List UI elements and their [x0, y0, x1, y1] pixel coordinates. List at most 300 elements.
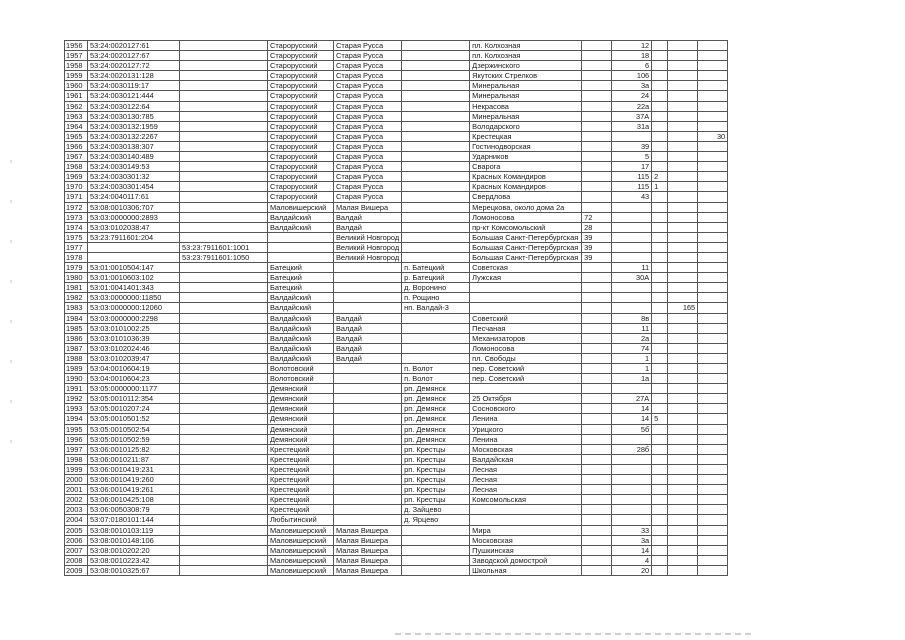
- street-cell: Ломоносова: [470, 212, 582, 222]
- house-number-cell: 14: [612, 545, 652, 555]
- house-number-left-cell: [582, 525, 612, 535]
- city-cell: Старая Русса: [334, 91, 402, 101]
- house-number-left-cell: [582, 263, 612, 273]
- row-number-cell: 1990: [65, 374, 88, 384]
- street-cell: Красных Командиров: [470, 172, 582, 182]
- district-cell: Маловишерский: [268, 202, 334, 212]
- apartment-cell: [668, 202, 698, 212]
- house-number-cell: 1: [612, 353, 652, 363]
- street-cell: Мира: [470, 525, 582, 535]
- building-cell: [652, 384, 668, 394]
- row-number-cell: 1972: [65, 202, 88, 212]
- house-number-left-cell: [582, 374, 612, 384]
- apartment-cell: [668, 555, 698, 565]
- settlement-cell: [402, 162, 470, 172]
- settlement-cell: [402, 152, 470, 162]
- table-row: [65, 162, 728, 172]
- district-cell: Валдайский: [268, 303, 334, 313]
- city-cell: Старая Русса: [334, 121, 402, 131]
- house-number-cell: 115: [612, 182, 652, 192]
- building-cell: [652, 555, 668, 565]
- house-number-cell: 1: [612, 364, 652, 374]
- settlement-cell: [402, 192, 470, 202]
- settlement-cell: [402, 121, 470, 131]
- linked-cadastral-number-cell: [180, 454, 268, 464]
- row-number-cell: 2006: [65, 535, 88, 545]
- apartment-cell: [668, 61, 698, 71]
- house-number-cell: [612, 242, 652, 252]
- building-cell: [652, 141, 668, 151]
- room-cell: [698, 464, 728, 474]
- linked-cadastral-number-cell: [180, 182, 268, 192]
- settlement-cell: [402, 141, 470, 151]
- house-number-cell: 2а: [612, 333, 652, 343]
- linked-cadastral-number-cell: [180, 162, 268, 172]
- building-cell: [652, 323, 668, 333]
- house-number-cell: [612, 384, 652, 394]
- street-cell: [470, 283, 582, 293]
- apartment-cell: [668, 162, 698, 172]
- house-number-cell: 27А: [612, 394, 652, 404]
- city-cell: Валдай: [334, 343, 402, 353]
- apartment-cell: [668, 252, 698, 262]
- row-number-cell: 1970: [65, 182, 88, 192]
- street-cell: Минеральная: [470, 91, 582, 101]
- apartment-cell: [668, 454, 698, 464]
- city-cell: [334, 394, 402, 404]
- linked-cadastral-number-cell: [180, 202, 268, 212]
- house-number-left-cell: [582, 273, 612, 283]
- city-cell: Старая Русса: [334, 61, 402, 71]
- apartment-cell: [668, 364, 698, 374]
- apartment-cell: 165: [668, 303, 698, 313]
- street-cell: Московская: [470, 535, 582, 545]
- building-cell: [652, 212, 668, 222]
- house-number-cell: 33: [612, 525, 652, 535]
- linked-cadastral-number-cell: [180, 364, 268, 374]
- city-cell: Старая Русса: [334, 152, 402, 162]
- building-cell: [652, 232, 668, 242]
- apartment-cell: [668, 323, 698, 333]
- district-cell: Маловишерский: [268, 535, 334, 545]
- building-cell: [652, 444, 668, 454]
- linked-cadastral-number-cell: [180, 303, 268, 313]
- city-cell: Старая Русса: [334, 101, 402, 111]
- linked-cadastral-number-cell: [180, 323, 268, 333]
- apartment-cell: [668, 101, 698, 111]
- linked-cadastral-number-cell: [180, 81, 268, 91]
- district-cell: Старорусский: [268, 61, 334, 71]
- house-number-left-cell: [582, 535, 612, 545]
- table-row: [65, 121, 728, 131]
- table-row: [65, 535, 728, 545]
- room-cell: [698, 505, 728, 515]
- apartment-cell: [668, 394, 698, 404]
- apartment-cell: [668, 283, 698, 293]
- linked-cadastral-number-cell: 53:23:7911601:1001: [180, 242, 268, 252]
- room-cell: [698, 545, 728, 555]
- table-row: [65, 464, 728, 474]
- apartment-cell: [668, 374, 698, 384]
- cadastral-number-cell: 53:01:0010603:102: [88, 273, 180, 283]
- linked-cadastral-number-cell: [180, 444, 268, 454]
- linked-cadastral-number-cell: [180, 505, 268, 515]
- house-number-cell: 4: [612, 555, 652, 565]
- cadastral-number-cell: 53:08:0010306:707: [88, 202, 180, 212]
- settlement-cell: р. Батецкий: [402, 273, 470, 283]
- building-cell: [652, 424, 668, 434]
- cadastral-number-cell: [88, 242, 180, 252]
- row-number-cell: 1999: [65, 464, 88, 474]
- district-cell: Маловишерский: [268, 545, 334, 555]
- district-cell: Старорусский: [268, 51, 334, 61]
- street-cell: пер. Советский: [470, 364, 582, 374]
- house-number-cell: 14: [612, 404, 652, 414]
- cadastral-number-cell: 53:05:0000000:1177: [88, 384, 180, 394]
- district-cell: Старорусский: [268, 81, 334, 91]
- building-cell: [652, 61, 668, 71]
- table-row: [65, 182, 728, 192]
- house-number-cell: 74: [612, 343, 652, 353]
- city-cell: [334, 364, 402, 374]
- cadastral-number-cell: 53:24:0020131:128: [88, 71, 180, 81]
- house-number-cell: [612, 232, 652, 242]
- linked-cadastral-number-cell: [180, 565, 268, 575]
- settlement-cell: [402, 525, 470, 535]
- street-cell: Лесная: [470, 464, 582, 474]
- city-cell: Старая Русса: [334, 41, 402, 51]
- table-row: [65, 495, 728, 505]
- linked-cadastral-number-cell: [180, 152, 268, 162]
- table-row: [65, 333, 728, 343]
- district-cell: Старорусский: [268, 41, 334, 51]
- building-cell: [652, 192, 668, 202]
- room-cell: [698, 81, 728, 91]
- house-number-left-cell: [582, 384, 612, 394]
- cadastral-number-cell: 53:24:0030132:1959: [88, 121, 180, 131]
- city-cell: Старая Русса: [334, 71, 402, 81]
- linked-cadastral-number-cell: [180, 212, 268, 222]
- city-cell: Старая Русса: [334, 172, 402, 182]
- cadastral-number-cell: 53:06:0050308:79: [88, 505, 180, 515]
- district-cell: Демянский: [268, 424, 334, 434]
- scan-margin-marks: [10, 160, 12, 480]
- settlement-cell: [402, 313, 470, 323]
- linked-cadastral-number-cell: [180, 91, 268, 101]
- street-cell: Валдайская: [470, 454, 582, 464]
- room-cell: [698, 172, 728, 182]
- row-number-cell: 1963: [65, 111, 88, 121]
- building-cell: [652, 252, 668, 262]
- room-cell: [698, 91, 728, 101]
- street-cell: [470, 293, 582, 303]
- city-cell: [334, 293, 402, 303]
- house-number-cell: 14: [612, 414, 652, 424]
- row-number-cell: 1996: [65, 434, 88, 444]
- street-cell: Ломоносова: [470, 343, 582, 353]
- house-number-left-cell: [582, 424, 612, 434]
- linked-cadastral-number-cell: [180, 61, 268, 71]
- district-cell: Старорусский: [268, 152, 334, 162]
- city-cell: Старая Русса: [334, 192, 402, 202]
- house-number-cell: [612, 515, 652, 525]
- apartment-cell: [668, 485, 698, 495]
- district-cell: Волотовский: [268, 364, 334, 374]
- linked-cadastral-number-cell: [180, 485, 268, 495]
- city-cell: [334, 374, 402, 384]
- row-number-cell: 1997: [65, 444, 88, 454]
- city-cell: [334, 414, 402, 424]
- table-row: [65, 91, 728, 101]
- street-cell: Комсомольская: [470, 495, 582, 505]
- room-cell: [698, 343, 728, 353]
- row-number-cell: 1977: [65, 242, 88, 252]
- building-cell: [652, 283, 668, 293]
- table-row: [65, 343, 728, 353]
- settlement-cell: [402, 111, 470, 121]
- row-number-cell: 1957: [65, 51, 88, 61]
- street-cell: Лесная: [470, 475, 582, 485]
- house-number-left-cell: [582, 565, 612, 575]
- room-cell: [698, 555, 728, 565]
- linked-cadastral-number-cell: [180, 545, 268, 555]
- cadastral-number-cell: 53:07:0180101:144: [88, 515, 180, 525]
- district-cell: Демянский: [268, 384, 334, 394]
- room-cell: [698, 424, 728, 434]
- row-number-cell: 1991: [65, 384, 88, 394]
- linked-cadastral-number-cell: [180, 424, 268, 434]
- row-number-cell: 1975: [65, 232, 88, 242]
- table-row: [65, 505, 728, 515]
- linked-cadastral-number-cell: [180, 434, 268, 444]
- street-cell: Ленина: [470, 434, 582, 444]
- row-number-cell: 1967: [65, 152, 88, 162]
- apartment-cell: [668, 545, 698, 555]
- cadastral-number-cell: 53:03:0000000:11850: [88, 293, 180, 303]
- house-number-left-cell: [582, 515, 612, 525]
- room-cell: [698, 525, 728, 535]
- house-number-left-cell: [582, 131, 612, 141]
- city-cell: Старая Русса: [334, 141, 402, 151]
- city-cell: [334, 283, 402, 293]
- settlement-cell: п. Волот: [402, 364, 470, 374]
- apartment-cell: [668, 111, 698, 121]
- district-cell: Крестецкий: [268, 475, 334, 485]
- house-number-cell: 11: [612, 263, 652, 273]
- row-number-cell: 1992: [65, 394, 88, 404]
- cadastral-number-cell: 53:03:0101036:39: [88, 333, 180, 343]
- district-cell: Старорусский: [268, 101, 334, 111]
- house-number-left-cell: [582, 353, 612, 363]
- row-number-cell: 2009: [65, 565, 88, 575]
- district-cell: Маловишерский: [268, 565, 334, 575]
- table-row: [65, 192, 728, 202]
- city-cell: Валдай: [334, 333, 402, 343]
- building-cell: [652, 333, 668, 343]
- cadastral-number-cell: 53:01:0010504:147: [88, 263, 180, 273]
- linked-cadastral-number-cell: [180, 313, 268, 323]
- apartment-cell: [668, 131, 698, 141]
- table-row: [65, 202, 728, 212]
- row-number-cell: 1973: [65, 212, 88, 222]
- cadastral-number-cell: 53:04:0010604:19: [88, 364, 180, 374]
- building-cell: [652, 434, 668, 444]
- district-cell: Демянский: [268, 394, 334, 404]
- city-cell: Великий Новгород: [334, 252, 402, 262]
- room-cell: [698, 141, 728, 151]
- room-cell: [698, 212, 728, 222]
- city-cell: Валдай: [334, 353, 402, 363]
- building-cell: [652, 313, 668, 323]
- room-cell: [698, 565, 728, 575]
- cadastral-number-cell: 53:05:0010501:52: [88, 414, 180, 424]
- row-number-cell: 1959: [65, 71, 88, 81]
- cadastral-number-cell: 53:04:0010604:23: [88, 374, 180, 384]
- row-number-cell: 1986: [65, 333, 88, 343]
- table-row: [65, 565, 728, 575]
- linked-cadastral-number-cell: [180, 475, 268, 485]
- district-cell: Крестецкий: [268, 454, 334, 464]
- cadastral-number-cell: 53:08:0010325:67: [88, 565, 180, 575]
- street-cell: Советская: [470, 263, 582, 273]
- street-cell: Дзержинского: [470, 61, 582, 71]
- street-cell: Ударников: [470, 152, 582, 162]
- table-row: [65, 131, 728, 141]
- building-cell: [652, 535, 668, 545]
- cadastral-number-cell: 53:24:0020127:67: [88, 51, 180, 61]
- house-number-left-cell: [582, 404, 612, 414]
- settlement-cell: [402, 212, 470, 222]
- house-number-left-cell: [582, 364, 612, 374]
- room-cell: [698, 323, 728, 333]
- street-cell: Большая Санкт-Петербургская: [470, 242, 582, 252]
- cadastral-number-cell: 53:05:0010502:59: [88, 434, 180, 444]
- settlement-cell: [402, 81, 470, 91]
- table-row: [65, 283, 728, 293]
- house-number-left-cell: [582, 81, 612, 91]
- district-cell: Старорусский: [268, 192, 334, 202]
- street-cell: пр-кт Комсомольский: [470, 222, 582, 232]
- house-number-cell: 24: [612, 91, 652, 101]
- table-body: [65, 41, 728, 576]
- house-number-left-cell: [582, 555, 612, 565]
- settlement-cell: п. Рощино: [402, 293, 470, 303]
- district-cell: Батецкий: [268, 283, 334, 293]
- table-row: [65, 414, 728, 424]
- house-number-left-cell: [582, 172, 612, 182]
- table-row: [65, 263, 728, 273]
- table-row: [65, 222, 728, 232]
- row-number-cell: 1995: [65, 424, 88, 434]
- apartment-cell: [668, 41, 698, 51]
- linked-cadastral-number-cell: [180, 495, 268, 505]
- table-row: [65, 485, 728, 495]
- room-cell: [698, 263, 728, 273]
- district-cell: Валдайский: [268, 343, 334, 353]
- row-number-cell: 1993: [65, 404, 88, 414]
- building-cell: [652, 505, 668, 515]
- linked-cadastral-number-cell: [180, 515, 268, 525]
- room-cell: [698, 414, 728, 424]
- table-row: [65, 555, 728, 565]
- cadastral-number-cell: 53:24:0030132:2267: [88, 131, 180, 141]
- house-number-left-cell: [582, 545, 612, 555]
- settlement-cell: [402, 232, 470, 242]
- room-cell: [698, 394, 728, 404]
- row-number-cell: 1988: [65, 353, 88, 363]
- district-cell: Валдайский: [268, 313, 334, 323]
- city-cell: [334, 515, 402, 525]
- row-number-cell: 1960: [65, 81, 88, 91]
- room-cell: [698, 232, 728, 242]
- apartment-cell: [668, 565, 698, 575]
- street-cell: Большая Санкт-Петербургская: [470, 252, 582, 262]
- city-cell: [334, 485, 402, 495]
- linked-cadastral-number-cell: [180, 101, 268, 111]
- apartment-cell: [668, 384, 698, 394]
- house-number-cell: 5: [612, 152, 652, 162]
- house-number-cell: [612, 283, 652, 293]
- house-number-left-cell: [582, 313, 612, 323]
- street-cell: Урицкого: [470, 424, 582, 434]
- house-number-left-cell: [582, 101, 612, 111]
- table-row: [65, 172, 728, 182]
- house-number-left-cell: [582, 444, 612, 454]
- building-cell: [652, 454, 668, 464]
- building-cell: [652, 374, 668, 384]
- city-cell: [334, 464, 402, 474]
- building-cell: [652, 91, 668, 101]
- cadastral-number-cell: 53:24:0030140:489: [88, 152, 180, 162]
- cadastral-number-cell: 53:24:0030121:444: [88, 91, 180, 101]
- linked-cadastral-number-cell: [180, 51, 268, 61]
- district-cell: Крестецкий: [268, 464, 334, 474]
- room-cell: [698, 333, 728, 343]
- building-cell: [652, 242, 668, 252]
- street-cell: Заводской домострой: [470, 555, 582, 565]
- settlement-cell: [402, 91, 470, 101]
- street-cell: Крестецкая: [470, 131, 582, 141]
- house-number-left-cell: [582, 323, 612, 333]
- street-cell: Некрасова: [470, 101, 582, 111]
- settlement-cell: рп. Демянск: [402, 434, 470, 444]
- city-cell: Валдай: [334, 313, 402, 323]
- building-cell: [652, 364, 668, 374]
- district-cell: Демянский: [268, 414, 334, 424]
- row-number-cell: 1978: [65, 252, 88, 262]
- cadastral-number-cell: 53:03:0102024:46: [88, 343, 180, 353]
- row-number-cell: 1971: [65, 192, 88, 202]
- building-cell: [652, 464, 668, 474]
- cadastral-number-cell: 53:08:0010223:42: [88, 555, 180, 565]
- settlement-cell: рп. Демянск: [402, 404, 470, 414]
- linked-cadastral-number-cell: [180, 404, 268, 414]
- linked-cadastral-number-cell: [180, 41, 268, 51]
- city-cell: [334, 454, 402, 464]
- room-cell: [698, 313, 728, 323]
- cadastral-number-cell: 53:24:0030122:64: [88, 101, 180, 111]
- house-number-left-cell: 72: [582, 212, 612, 222]
- house-number-left-cell: [582, 475, 612, 485]
- house-number-cell: 37А: [612, 111, 652, 121]
- linked-cadastral-number-cell: [180, 293, 268, 303]
- cadastral-number-cell: 53:24:0030301:454: [88, 182, 180, 192]
- house-number-cell: [612, 495, 652, 505]
- building-cell: [652, 202, 668, 212]
- settlement-cell: п. Волот: [402, 374, 470, 384]
- cadastral-number-cell: 53:06:0010125:82: [88, 444, 180, 454]
- table-row: [65, 152, 728, 162]
